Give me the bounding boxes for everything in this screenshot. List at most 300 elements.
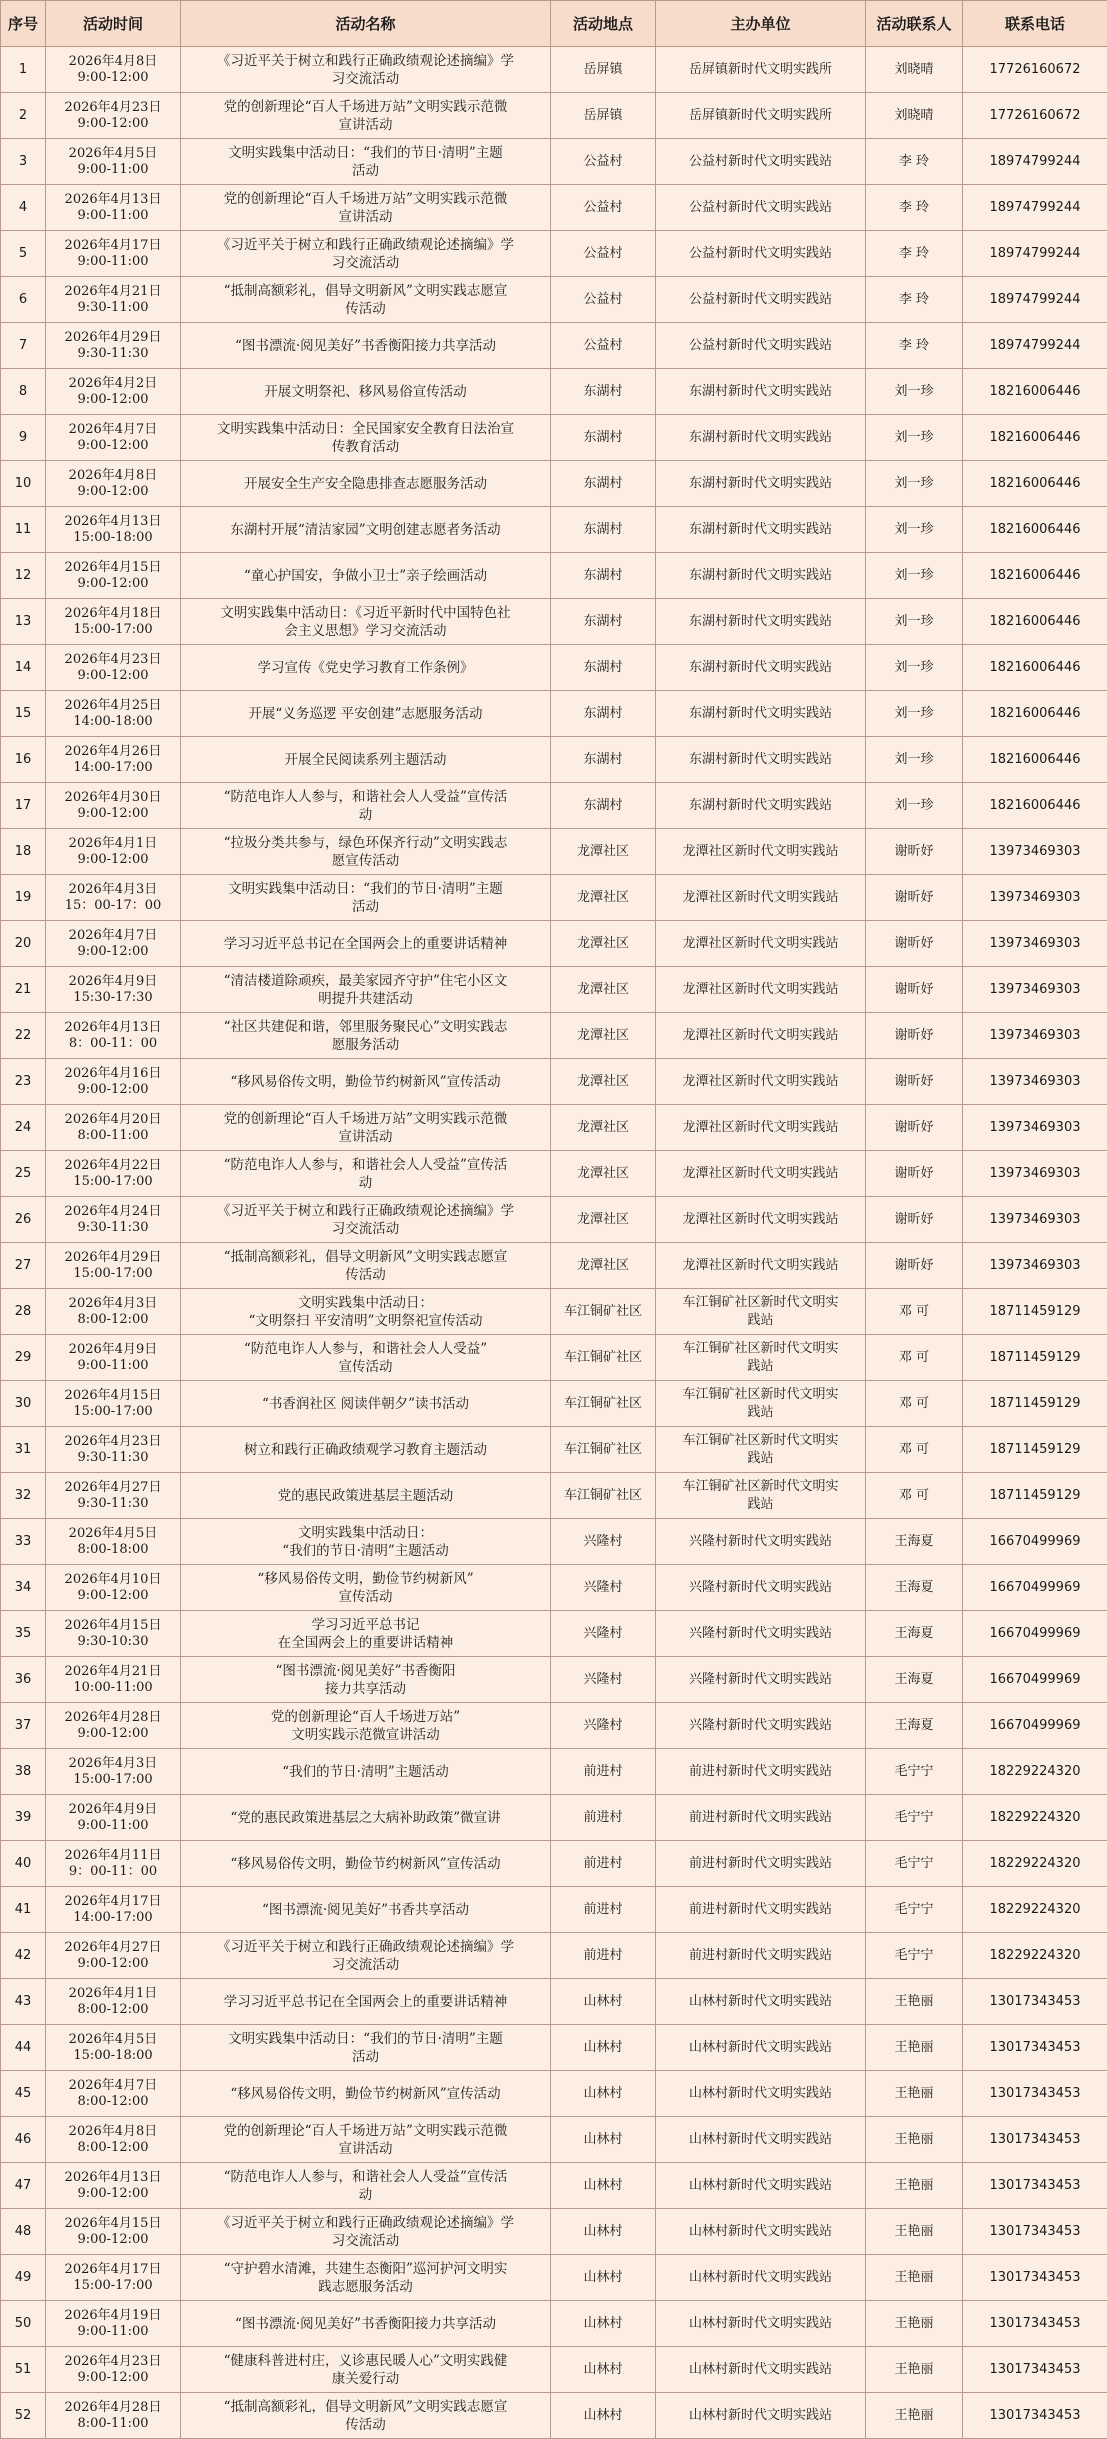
activity-time: 2026年4月13日 15:00-18:00 [46, 507, 181, 553]
table-row [1, 2393, 1107, 2439]
contact-phone: 13017343453 [963, 2025, 1107, 2071]
contact-person: 刘晓晴 [866, 93, 963, 139]
activity-time: 2026年4月29日 15:00-17:00 [46, 1243, 181, 1289]
organizer: 龙潭社区新时代文明实践站 [656, 1013, 866, 1059]
contact-phone: 18229224320 [963, 1795, 1107, 1841]
row-index: 39 [1, 1795, 46, 1841]
activity-location: 龙潭社区 [551, 829, 656, 875]
activity-time: 2026年4月24日 9:30-11:30 [46, 1197, 181, 1243]
activity-time: 2026年4月23日 9:00-12:00 [46, 93, 181, 139]
activity-time: 2026年4月28日 9:00-12:00 [46, 1703, 181, 1749]
activity-name: “移风易俗传文明，勤俭节约树新风”宣传活动 [181, 1841, 551, 1887]
table-row [1, 1243, 1107, 1289]
contact-person: 王海夏 [866, 1611, 963, 1657]
table-row [1, 2301, 1107, 2347]
row-index: 15 [1, 691, 46, 737]
row-index: 3 [1, 139, 46, 185]
table-row [1, 1151, 1107, 1197]
table-row [1, 1703, 1107, 1749]
activity-time: 2026年4月13日 9:00-11:00 [46, 185, 181, 231]
contact-phone: 13017343453 [963, 2301, 1107, 2347]
row-index: 34 [1, 1565, 46, 1611]
contact-person: 李 玲 [866, 231, 963, 277]
contact-phone: 13973469303 [963, 967, 1107, 1013]
table-row [1, 139, 1107, 185]
contact-person: 王海夏 [866, 1703, 963, 1749]
organizer: 龙潭社区新时代文明实践站 [656, 921, 866, 967]
table-row [1, 1197, 1107, 1243]
contact-person: 毛宁宁 [866, 1795, 963, 1841]
row-index: 4 [1, 185, 46, 231]
activity-name: 文明实践集中活动日： “我们的节日·清明”主题活动 [181, 1519, 551, 1565]
activity-name: 文明实践集中活动日：全民国家安全教育日法治宣 传教育活动 [181, 415, 551, 461]
activity-location: 公益村 [551, 231, 656, 277]
row-index: 43 [1, 1979, 46, 2025]
contact-person: 谢昕妤 [866, 967, 963, 1013]
contact-phone: 18711459129 [963, 1381, 1107, 1427]
organizer: 龙潭社区新时代文明实践站 [656, 1243, 866, 1289]
row-index: 27 [1, 1243, 46, 1289]
contact-phone: 18216006446 [963, 783, 1107, 829]
activity-time: 2026年4月29日 9:30-11:30 [46, 323, 181, 369]
organizer: 山林村新时代文明实践站 [656, 2117, 866, 2163]
contact-phone: 18229224320 [963, 1749, 1107, 1795]
row-index: 33 [1, 1519, 46, 1565]
contact-phone: 18711459129 [963, 1289, 1107, 1335]
row-index: 11 [1, 507, 46, 553]
activity-location: 山林村 [551, 2255, 656, 2301]
activity-location: 前进村 [551, 1841, 656, 1887]
table-row [1, 507, 1107, 553]
activity-name: 开展“义务巡逻 平安创建”志愿服务活动 [181, 691, 551, 737]
contact-person: 王艳丽 [866, 2025, 963, 2071]
organizer: 兴隆村新时代文明实践站 [656, 1611, 866, 1657]
activity-time: 2026年4月28日 8:00-11:00 [46, 2393, 181, 2439]
organizer: 龙潭社区新时代文明实践站 [656, 967, 866, 1013]
contact-phone: 13973469303 [963, 829, 1107, 875]
activity-location: 车江铜矿社区 [551, 1427, 656, 1473]
activity-time: 2026年4月9日 15:30-17:30 [46, 967, 181, 1013]
contact-person: 刘一珍 [866, 461, 963, 507]
activity-location: 东湖村 [551, 599, 656, 645]
contact-person: 李 玲 [866, 139, 963, 185]
activity-time: 2026年4月20日 8:00-11:00 [46, 1105, 181, 1151]
row-index: 42 [1, 1933, 46, 1979]
organizer: 东湖村新时代文明实践站 [656, 737, 866, 783]
activity-location: 兴隆村 [551, 1703, 656, 1749]
activity-name: “图书漂流·阅见美好”书香衡阳 接力共享活动 [181, 1657, 551, 1703]
organizer: 山林村新时代文明实践站 [656, 2301, 866, 2347]
activity-time: 2026年4月27日 9:00-12:00 [46, 1933, 181, 1979]
contact-phone: 13017343453 [963, 2209, 1107, 2255]
activity-time: 2026年4月22日 15:00-17:00 [46, 1151, 181, 1197]
organizer: 兴隆村新时代文明实践站 [656, 1657, 866, 1703]
row-index: 2 [1, 93, 46, 139]
activity-time: 2026年4月13日 8：00-11：00 [46, 1013, 181, 1059]
organizer: 兴隆村新时代文明实践站 [656, 1519, 866, 1565]
activity-name: “抵制高额彩礼，倡导文明新风”文明实践志愿宣 传活动 [181, 277, 551, 323]
activity-location: 东湖村 [551, 645, 656, 691]
activity-time: 2026年4月8日 9:00-12:00 [46, 461, 181, 507]
activity-location: 前进村 [551, 1933, 656, 1979]
activity-time: 2026年4月17日 14:00-17:00 [46, 1887, 181, 1933]
contact-person: 刘一珍 [866, 507, 963, 553]
activity-time: 2026年4月9日 9:00-11:00 [46, 1335, 181, 1381]
activity-name: 学习习近平总书记在全国两会上的重要讲话精神 [181, 921, 551, 967]
activity-time: 2026年4月23日 9:00-12:00 [46, 2347, 181, 2393]
activity-name: “我们的节日·清明”主题活动 [181, 1749, 551, 1795]
row-index: 8 [1, 369, 46, 415]
row-index: 35 [1, 1611, 46, 1657]
table-row [1, 783, 1107, 829]
activity-time: 2026年4月15日 9:00-12:00 [46, 2209, 181, 2255]
activity-name: 学习习近平总书记在全国两会上的重要讲话精神 [181, 1979, 551, 2025]
organizer: 车江铜矿社区新时代文明实 践站 [656, 1289, 866, 1335]
activity-name: “防范电诈人人参与，和谐社会人人受益”宣传活 动 [181, 783, 551, 829]
activity-location: 兴隆村 [551, 1657, 656, 1703]
table-row [1, 1289, 1107, 1335]
contact-person: 李 玲 [866, 185, 963, 231]
contact-person: 刘一珍 [866, 415, 963, 461]
contact-phone: 18229224320 [963, 1933, 1107, 1979]
row-index: 9 [1, 415, 46, 461]
contact-phone: 18974799244 [963, 185, 1107, 231]
activity-location: 东湖村 [551, 783, 656, 829]
contact-phone: 18974799244 [963, 323, 1107, 369]
activity-time: 2026年4月15日 9:00-12:00 [46, 553, 181, 599]
activity-location: 车江铜矿社区 [551, 1289, 656, 1335]
row-index: 45 [1, 2071, 46, 2117]
contact-person: 李 玲 [866, 323, 963, 369]
organizer: 山林村新时代文明实践站 [656, 2209, 866, 2255]
header-location: 活动地点 [551, 1, 656, 47]
organizer: 前进村新时代文明实践站 [656, 1933, 866, 1979]
activity-location: 山林村 [551, 2347, 656, 2393]
contact-person: 王艳丽 [866, 2393, 963, 2439]
table-row [1, 185, 1107, 231]
contact-person: 邓 可 [866, 1289, 963, 1335]
header-organizer: 主办单位 [656, 1, 866, 47]
row-index: 18 [1, 829, 46, 875]
contact-person: 谢昕妤 [866, 1151, 963, 1197]
organizer: 东湖村新时代文明实践站 [656, 507, 866, 553]
table-row [1, 93, 1107, 139]
row-index: 50 [1, 2301, 46, 2347]
contact-person: 刘一珍 [866, 553, 963, 599]
activity-time: 2026年4月1日 9:00-12:00 [46, 829, 181, 875]
table-row [1, 415, 1107, 461]
row-index: 52 [1, 2393, 46, 2439]
row-index: 30 [1, 1381, 46, 1427]
activity-time: 2026年4月15日 9:30-10:30 [46, 1611, 181, 1657]
table-row [1, 2347, 1107, 2393]
organizer: 山林村新时代文明实践站 [656, 2347, 866, 2393]
organizer: 山林村新时代文明实践站 [656, 1979, 866, 2025]
contact-person: 刘一珍 [866, 691, 963, 737]
contact-person: 毛宁宁 [866, 1841, 963, 1887]
activity-name: “童心护国安，争做小卫士”亲子绘画活动 [181, 553, 551, 599]
activity-name: “抵制高额彩礼，倡导文明新风”文明实践志愿宣 传活动 [181, 1243, 551, 1289]
row-index: 25 [1, 1151, 46, 1197]
contact-person: 刘一珍 [866, 737, 963, 783]
header-contact-person: 活动联系人 [866, 1, 963, 47]
row-index: 14 [1, 645, 46, 691]
activity-location: 龙潭社区 [551, 1197, 656, 1243]
organizer: 车江铜矿社区新时代文明实 践站 [656, 1473, 866, 1519]
activity-time: 2026年4月25日 14:00-18:00 [46, 691, 181, 737]
activity-location: 龙潭社区 [551, 1105, 656, 1151]
row-index: 28 [1, 1289, 46, 1335]
row-index: 5 [1, 231, 46, 277]
activity-name: 党的惠民政策进基层主题活动 [181, 1473, 551, 1519]
activity-name: “防范电诈人人参与，和谐社会人人受益”宣传活 动 [181, 1151, 551, 1197]
table-row [1, 369, 1107, 415]
table-row [1, 2117, 1107, 2163]
activity-location: 车江铜矿社区 [551, 1381, 656, 1427]
contact-person: 毛宁宁 [866, 1933, 963, 1979]
contact-phone: 13973469303 [963, 1105, 1107, 1151]
organizer: 公益村新时代文明实践站 [656, 231, 866, 277]
row-index: 7 [1, 323, 46, 369]
contact-person: 王艳丽 [866, 2117, 963, 2163]
activity-time: 2026年4月21日 9:30-11:00 [46, 277, 181, 323]
contact-person: 王海夏 [866, 1657, 963, 1703]
activity-time: 2026年4月5日 9:00-11:00 [46, 139, 181, 185]
row-index: 37 [1, 1703, 46, 1749]
activity-location: 岳屏镇 [551, 93, 656, 139]
organizer: 车江铜矿社区新时代文明实 践站 [656, 1335, 866, 1381]
activity-time: 2026年4月23日 9:30-11:30 [46, 1427, 181, 1473]
activity-location: 龙潭社区 [551, 875, 656, 921]
contact-phone: 16670499969 [963, 1703, 1107, 1749]
contact-phone: 16670499969 [963, 1519, 1107, 1565]
organizer: 东湖村新时代文明实践站 [656, 645, 866, 691]
activity-name: “社区共建促和谐，邻里服务聚民心”文明实践志 愿服务活动 [181, 1013, 551, 1059]
activity-time: 2026年4月13日 9:00-12:00 [46, 2163, 181, 2209]
activity-name: 党的创新理论“百人千场进万站” 文明实践示范微宣讲活动 [181, 1703, 551, 1749]
table-row [1, 1749, 1107, 1795]
contact-phone: 18216006446 [963, 691, 1107, 737]
contact-phone: 18974799244 [963, 139, 1107, 185]
contact-person: 谢昕妤 [866, 921, 963, 967]
row-index: 38 [1, 1749, 46, 1795]
contact-person: 谢昕妤 [866, 1105, 963, 1151]
table-row [1, 645, 1107, 691]
row-index: 17 [1, 783, 46, 829]
activity-location: 前进村 [551, 1749, 656, 1795]
table-row [1, 553, 1107, 599]
activity-time: 2026年4月3日 8:00-12:00 [46, 1289, 181, 1335]
table-row [1, 1657, 1107, 1703]
table-row [1, 1013, 1107, 1059]
activity-time: 2026年4月3日 15：00-17：00 [46, 875, 181, 921]
contact-person: 王艳丽 [866, 1979, 963, 2025]
table-row [1, 1059, 1107, 1105]
table-row [1, 2071, 1107, 2117]
activity-name: 《习近平关于树立和践行正确政绩观论述摘编》学 习交流活动 [181, 1933, 551, 1979]
organizer: 车江铜矿社区新时代文明实 践站 [656, 1381, 866, 1427]
contact-phone: 17726160672 [963, 47, 1107, 93]
organizer: 岳屏镇新时代文明实践所 [656, 93, 866, 139]
activity-location: 东湖村 [551, 507, 656, 553]
contact-phone: 18216006446 [963, 461, 1107, 507]
row-index: 31 [1, 1427, 46, 1473]
row-index: 29 [1, 1335, 46, 1381]
activity-name: 文明实践集中活动日：“我们的节日·清明”主题 活动 [181, 875, 551, 921]
header-time: 活动时间 [46, 1, 181, 47]
contact-phone: 13973469303 [963, 1151, 1107, 1197]
contact-phone: 13017343453 [963, 2071, 1107, 2117]
contact-phone: 18216006446 [963, 645, 1107, 691]
activity-location: 山林村 [551, 2301, 656, 2347]
activity-location: 东湖村 [551, 415, 656, 461]
table-row [1, 691, 1107, 737]
activity-name: “拉圾分类共参与，绿色环保齐行动”文明实践志 愿宣传活动 [181, 829, 551, 875]
activity-location: 龙潭社区 [551, 967, 656, 1013]
table-header-row [1, 1, 1107, 47]
activity-location: 龙潭社区 [551, 1059, 656, 1105]
activity-name: “书香润社区 阅读伴朝夕”读书活动 [181, 1381, 551, 1427]
row-index: 26 [1, 1197, 46, 1243]
contact-phone: 17726160672 [963, 93, 1107, 139]
contact-phone: 13973469303 [963, 875, 1107, 921]
contact-person: 邓 可 [866, 1335, 963, 1381]
organizer: 东湖村新时代文明实践站 [656, 461, 866, 507]
activity-name: “党的惠民政策进基层之大病补助政策”微宣讲 [181, 1795, 551, 1841]
contact-person: 邓 可 [866, 1473, 963, 1519]
row-index: 51 [1, 2347, 46, 2393]
activity-location: 公益村 [551, 185, 656, 231]
activity-time: 2026年4月8日 9:00-12:00 [46, 47, 181, 93]
table-row [1, 1335, 1107, 1381]
table-row [1, 875, 1107, 921]
activity-name: 东湖村开展“清洁家园”文明创建志愿者务活动 [181, 507, 551, 553]
activity-name: 党的创新理论“百人千场进万站”文明实践示范微 宣讲活动 [181, 1105, 551, 1151]
contact-phone: 18711459129 [963, 1427, 1107, 1473]
activity-location: 公益村 [551, 277, 656, 323]
activity-location: 山林村 [551, 2209, 656, 2255]
contact-person: 李 玲 [866, 277, 963, 323]
contact-phone: 13973469303 [963, 921, 1107, 967]
organizer: 龙潭社区新时代文明实践站 [656, 1059, 866, 1105]
activity-name: 树立和践行正确政绩观学习教育主题活动 [181, 1427, 551, 1473]
activity-location: 兴隆村 [551, 1565, 656, 1611]
organizer: 龙潭社区新时代文明实践站 [656, 829, 866, 875]
contact-phone: 16670499969 [963, 1657, 1107, 1703]
contact-person: 王艳丽 [866, 2255, 963, 2301]
activity-location: 东湖村 [551, 691, 656, 737]
activity-name: “守护碧水清滩，共建生态衡阳”巡河护河文明实 践志愿服务活动 [181, 2255, 551, 2301]
table-row [1, 461, 1107, 507]
activity-time: 2026年4月2日 9:00-12:00 [46, 369, 181, 415]
activity-time: 2026年4月15日 15:00-17:00 [46, 1381, 181, 1427]
table-row [1, 47, 1107, 93]
activity-name: “移风易俗传文明，勤俭节约树新风” 宣传活动 [181, 1565, 551, 1611]
contact-phone: 18216006446 [963, 369, 1107, 415]
activity-location: 公益村 [551, 139, 656, 185]
activity-time: 2026年4月16日 9:00-12:00 [46, 1059, 181, 1105]
contact-phone: 18216006446 [963, 599, 1107, 645]
contact-person: 王艳丽 [866, 2301, 963, 2347]
contact-phone: 13973469303 [963, 1243, 1107, 1289]
table-row [1, 2025, 1107, 2071]
activity-location: 山林村 [551, 2025, 656, 2071]
organizer: 龙潭社区新时代文明实践站 [656, 1151, 866, 1197]
contact-person: 毛宁宁 [866, 1749, 963, 1795]
organizer: 公益村新时代文明实践站 [656, 323, 866, 369]
row-index: 16 [1, 737, 46, 783]
activity-name: 《习近平关于树立和践行正确政绩观论述摘编》学 习交流活动 [181, 1197, 551, 1243]
contact-phone: 18229224320 [963, 1841, 1107, 1887]
organizer: 龙潭社区新时代文明实践站 [656, 1197, 866, 1243]
organizer: 前进村新时代文明实践站 [656, 1887, 866, 1933]
row-index: 6 [1, 277, 46, 323]
activity-time: 2026年4月9日 9:00-11:00 [46, 1795, 181, 1841]
activity-location: 龙潭社区 [551, 1243, 656, 1289]
contact-phone: 18974799244 [963, 231, 1107, 277]
activity-time: 2026年4月30日 9:00-12:00 [46, 783, 181, 829]
contact-phone: 18216006446 [963, 507, 1107, 553]
row-index: 24 [1, 1105, 46, 1151]
table-row [1, 1519, 1107, 1565]
activity-location: 龙潭社区 [551, 1013, 656, 1059]
contact-person: 王海夏 [866, 1519, 963, 1565]
contact-person: 谢昕妤 [866, 829, 963, 875]
contact-person: 谢昕妤 [866, 1243, 963, 1289]
organizer: 前进村新时代文明实践站 [656, 1841, 866, 1887]
contact-phone: 18711459129 [963, 1335, 1107, 1381]
contact-phone: 13017343453 [963, 2255, 1107, 2301]
header-activity-name: 活动名称 [181, 1, 551, 47]
activity-time: 2026年4月17日 9:00-11:00 [46, 231, 181, 277]
organizer: 东湖村新时代文明实践站 [656, 783, 866, 829]
activity-location: 前进村 [551, 1887, 656, 1933]
contact-phone: 13973469303 [963, 1197, 1107, 1243]
row-index: 49 [1, 2255, 46, 2301]
table-row [1, 1473, 1107, 1519]
contact-person: 毛宁宁 [866, 1887, 963, 1933]
organizer: 前进村新时代文明实践站 [656, 1749, 866, 1795]
activity-name: “图书漂流·阅见美好”书香共享活动 [181, 1887, 551, 1933]
activity-name: 《习近平关于树立和践行正确政绩观论述摘编》学 习交流活动 [181, 2209, 551, 2255]
activity-location: 东湖村 [551, 553, 656, 599]
contact-person: 王艳丽 [866, 2163, 963, 2209]
activity-location: 山林村 [551, 2163, 656, 2209]
activity-location: 岳屏镇 [551, 47, 656, 93]
organizer: 公益村新时代文明实践站 [656, 185, 866, 231]
table-row [1, 599, 1107, 645]
activity-location: 山林村 [551, 2071, 656, 2117]
organizer: 东湖村新时代文明实践站 [656, 599, 866, 645]
table-row [1, 2255, 1107, 2301]
activity-location: 兴隆村 [551, 1611, 656, 1657]
contact-person: 刘一珍 [866, 783, 963, 829]
activity-time: 2026年4月1日 8:00-12:00 [46, 1979, 181, 2025]
activity-name: 文明实践集中活动日：“我们的节日·清明”主题 活动 [181, 139, 551, 185]
table-row [1, 829, 1107, 875]
contact-phone: 13973469303 [963, 1059, 1107, 1105]
activity-location: 东湖村 [551, 461, 656, 507]
row-index: 46 [1, 2117, 46, 2163]
activity-location: 车江铜矿社区 [551, 1335, 656, 1381]
contact-phone: 16670499969 [963, 1565, 1107, 1611]
contact-person: 刘一珍 [866, 645, 963, 691]
activity-location: 山林村 [551, 2117, 656, 2163]
contact-person: 邓 可 [866, 1427, 963, 1473]
contact-person: 刘一珍 [866, 369, 963, 415]
table-row [1, 1933, 1107, 1979]
table-row [1, 277, 1107, 323]
